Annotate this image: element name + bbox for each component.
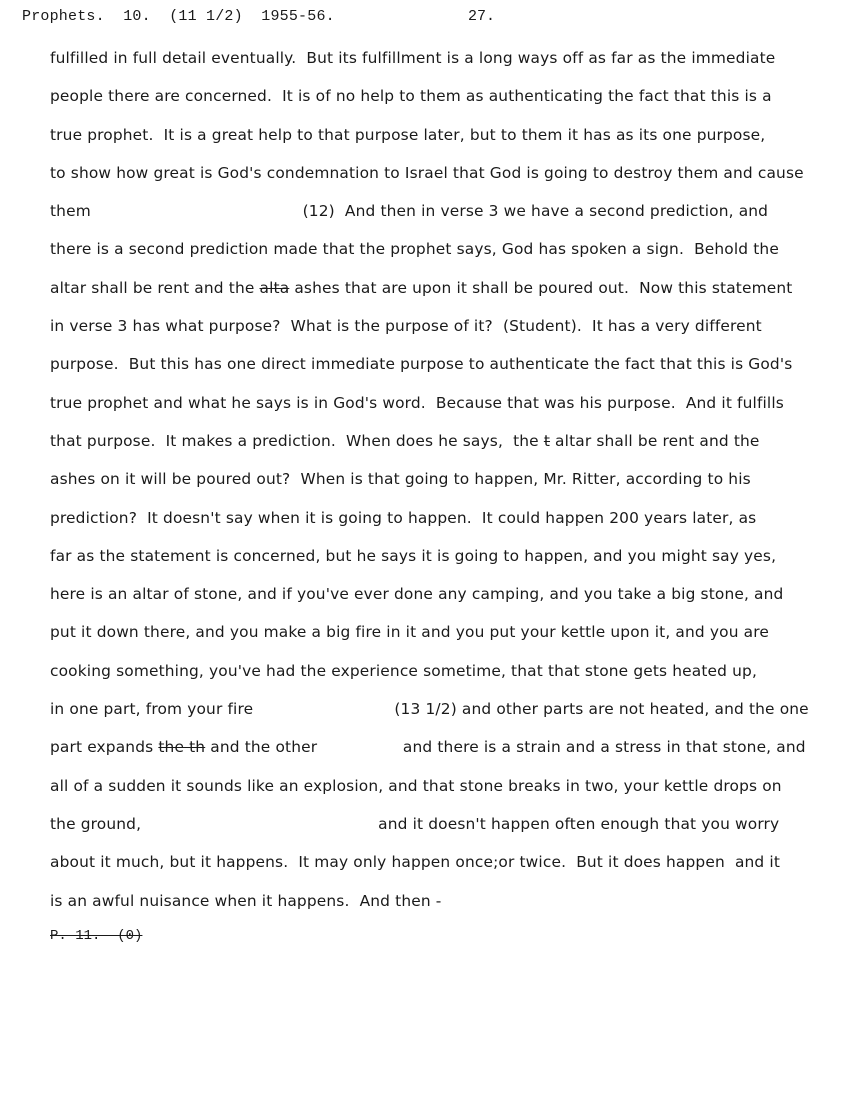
text-span: them (12) And then in verse 3 we have a second prediction, and (50, 202, 769, 221)
text-line (50, 776, 850, 814)
text-line (50, 661, 850, 699)
text-span: ashes on it will be poured out? When is that going to happen, Mr. Ritter, according to his (50, 470, 751, 489)
text-line (50, 163, 850, 201)
struck-footer-note: P. 11. (0) (50, 928, 143, 944)
text-span: in one part, from your fire (13 1/2) and other parts are not heated, and the one (50, 700, 809, 719)
text-line (50, 622, 850, 660)
text-span: people there are concerned. It is of no help to them as authenticating the fact that this is a (50, 87, 772, 106)
text-line (50, 508, 850, 546)
text-span: prediction? It doesn't say when it is going to happen. It could happen 200 years later, as (50, 508, 757, 527)
page-number: 27. (468, 8, 496, 25)
text-line (50, 699, 850, 737)
text-span: far as the statement is concerned, but he says it is going to happen, and you might say yes, (50, 546, 777, 565)
text-line (50, 393, 850, 431)
text-span: the ground, and it doesn't happen often enough that you worry (50, 814, 780, 833)
text-line (50, 546, 850, 584)
text-span: fulfilled in full detail eventually. But its fulfillment is a long ways off as far as the immediate (50, 49, 776, 67)
text-span: ashes that are upon it shall be poured out. Now this statement (289, 278, 793, 297)
text-span: is an awful nuisance when it happens. And then - (50, 891, 442, 910)
text-line (50, 354, 850, 392)
text-line (50, 86, 850, 124)
text-line (50, 814, 850, 852)
text-span: put it down there, and you make a big fire in it and you put your kettle upon it, and you are (50, 623, 769, 642)
text-line (50, 431, 850, 469)
struck-text: the th (158, 738, 206, 757)
text-line (50, 737, 850, 775)
text-span: part expands (50, 738, 159, 757)
text-span: purpose. But this has one direct immediate purpose to authenticate the fact that this is God's (50, 355, 793, 374)
text-span: here is an altar of stone, and if you've ever done any camping, and you take a big stone, and (50, 585, 784, 604)
text-line (50, 48, 850, 86)
text-span: true prophet and what he says is in God's word. Because that was his purpose. And it fulfills (50, 393, 784, 412)
struck-text: alta (259, 278, 290, 297)
text-line (50, 316, 850, 354)
text-line (50, 852, 850, 890)
text-line (50, 201, 850, 239)
text-line (50, 891, 850, 929)
page-header-title: Prophets. 10. (11 1/2) 1955-56. (22, 8, 335, 25)
text-span: to show how great is God's condemnation to Israel that God is going to destroy them and cause (50, 163, 804, 182)
text-span: in verse 3 has what purpose? What is the purpose of it? (Student). It has a very different (50, 317, 762, 336)
text-line (50, 584, 850, 622)
text-span: about it much, but it happens. It may only happen once;or twice. But it does happen and it (50, 853, 780, 872)
text-span: there is a second prediction made that the prophet says, God has spoken a sign. Behold the (50, 240, 779, 259)
transcript-body (50, 48, 850, 929)
text-span: true prophet. It is a great help to that purpose later, but to them it has as its one purpose, (50, 125, 766, 144)
text-line (50, 278, 850, 316)
text-span: cooking something, you've had the experience sometime, that that stone gets heated up, (50, 661, 757, 680)
text-line (50, 239, 850, 277)
text-span: altar shall be rent and the (550, 431, 760, 450)
text-span: altar shall be rent and the (50, 278, 260, 297)
text-span: that purpose. It makes a prediction. When does he says, the (50, 431, 544, 450)
text-line (50, 125, 850, 163)
text-line (50, 469, 850, 507)
text-span: all of a sudden it sounds like an explosion, and that stone breaks in two, your kettle drops on (50, 776, 782, 795)
text-span: and the other and there is a strain and a stress in that stone, and (205, 738, 806, 757)
struck-text: t (543, 431, 551, 450)
